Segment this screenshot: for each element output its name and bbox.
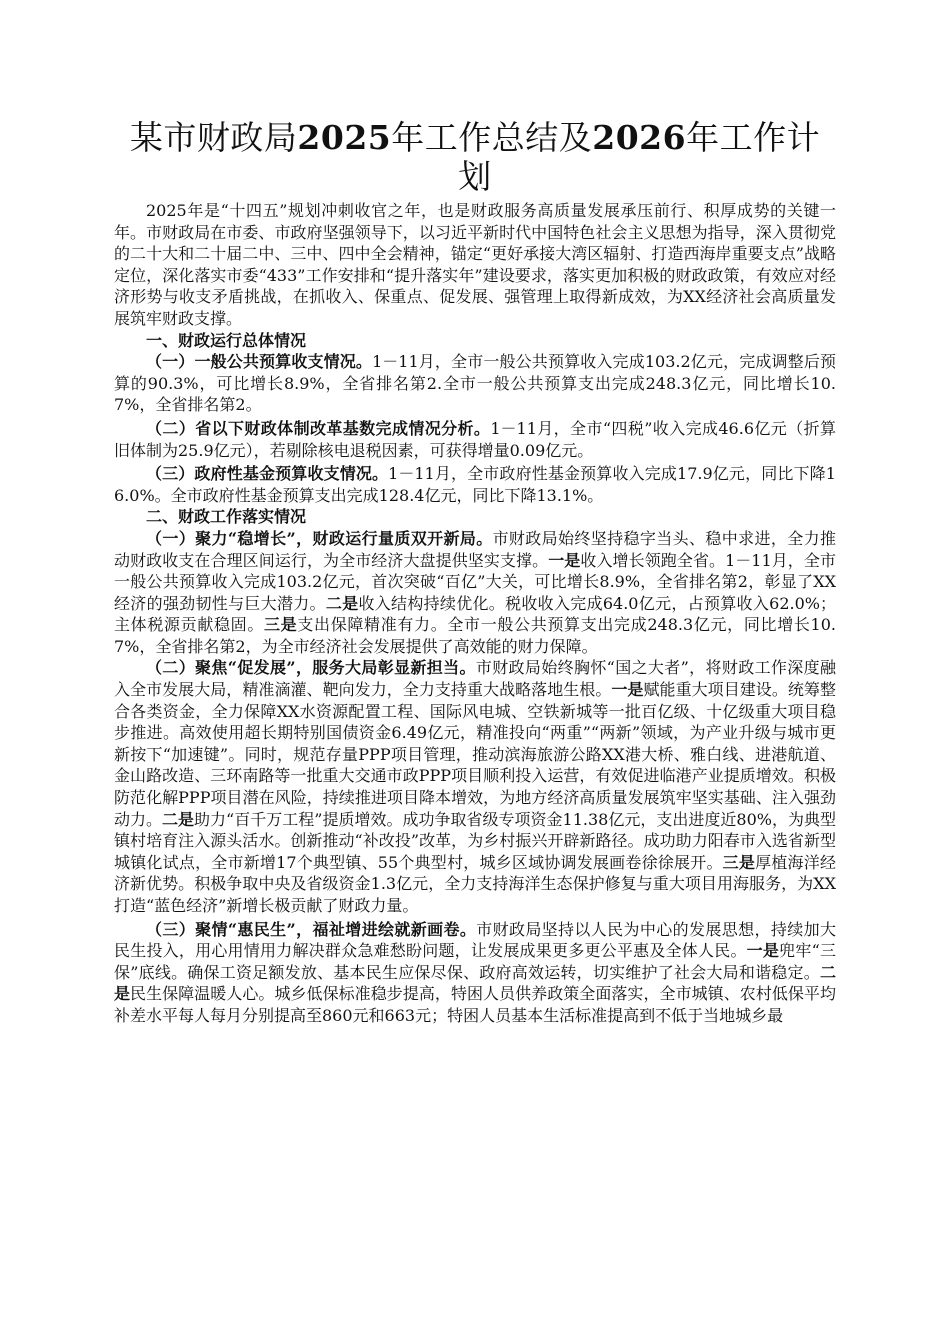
item-lead: （二）聚焦“促发展”，服务大局彰显新担当。 [146, 658, 476, 678]
title-text: 年工作计划 [458, 118, 821, 196]
section2-paragraph-3 [114, 919, 836, 1027]
item-lead: （三）聚情“惠民生”，福祉增进绘就新画卷。 [146, 919, 477, 939]
section1-item-1 [114, 351, 836, 416]
keyword: 二是 [162, 809, 195, 829]
item-text: 收入结构持续优化。税收收入完成64.0亿元，占预算收入62.0%；主体税源贡献稳固。 [114, 593, 836, 635]
item-lead: （三）政府性基金预算收支情况。 [146, 464, 389, 484]
item-text: 1－11月，全市政府性基金预算收入完成17.9亿元，同比下降16.0%。全市政府性基金预算支出完成128.4亿元，同比下降13.1%。 [114, 464, 836, 505]
item-lead: （二）省以下财政体制改革基数完成情况分析。 [146, 418, 491, 438]
keyword: 一是 [611, 680, 644, 700]
title-text: 年工作总结及 [391, 118, 593, 157]
document-page [114, 118, 836, 1027]
item-text: 支出保障精准有力。全市一般公共预算支出完成248.3亿元，同比增长10.7%，全省排名第2，为全市经济社会发展提供了高效能的财力保障。 [114, 615, 836, 656]
section-heading-2: 二、财政工作落实情况 [146, 507, 307, 527]
item-text: 市财政局坚持以人民为中心的发展思想，持续加大民生投入，用心用情用力解决群众急难愁盼问题，让发展成果更多更公平惠及全体人民。 [114, 919, 836, 961]
document-title [114, 118, 836, 196]
item-lead: （一）一般公共预算收支情况。 [146, 352, 373, 372]
title-year-2025: 2025 [297, 118, 392, 157]
intro-paragraph: 2025年是“十四五”规划冲刺收官之年，也是财政服务高质量发展承压前行、积厚成势的关键一年。市财政局在市委、市政府坚强领导下，以习近平新时代中国特色社会主义思想为指导，深入贯彻党的二十大和二十届二中、三中、四中全会精神，锚定“更好承接大湾区辐射、打造西海岸重要支点”战略定位，深化落实市委“433”工作安排和“提升落实年”建设要求，落实更加积极的财政政策，有效应对经济形势与收支矛盾挑战，在抓收入、保重点、促发展、强管理上取得新成效，为XX经济社会高质量发展筑牢财政支撑。 [114, 201, 836, 328]
item-text: 兜牢“三保”底线。确保工资足额发放、基本民生应保尽保、政府高效运转，切实维护了社会大局和谐稳定。 [114, 941, 836, 982]
item-text: 市财政局始终坚持稳字当头、稳中求进，全力推动财政收支在合理区间运行，为全市经济大盘提供坚实支撑。 [114, 528, 836, 570]
section1-item-3 [114, 463, 836, 506]
item-text: 民生保障温暖人心。城乡低保标准稳步提高，特困人员供养政策全面落实，全市城镇、农村低保平均补差水平每人每月分别提高至860元和663元；特困人员基本生活标准提高到不低于当地城乡最 [114, 984, 836, 1025]
title-text: 某市财政局 [129, 118, 298, 157]
item-lead: （一）聚力“稳增长”，财政运行量质双开新局。 [146, 528, 493, 548]
item-text: 收入增长领跑全省。1－11月，全市一般公共预算收入完成103.2亿元，首次突破“百亿”大关，可比增长8.9%，全省排名第2，彰显了XX经济的强劲韧性与巨大潜力。 [114, 550, 836, 613]
keyword: 二是 [325, 593, 359, 613]
title-year-2026: 2026 [592, 118, 687, 157]
keyword: 一是 [548, 550, 581, 570]
section1-item-2 [114, 418, 836, 461]
keyword: 三是 [722, 852, 756, 872]
section2-paragraph-2 [114, 657, 836, 916]
keyword: 一是 [746, 941, 780, 961]
item-text: 助力“百千万工程”提质增效。成功争取省级专项资金11.38亿元，支出进度近80%，为典型镇村培育注入源头活水。创新推动“补改投”改革，为乡村振兴开辟新路径。成功助力阳春市入选省新型城镇化试点，全市新增17个典型镇、55个典型村，城乡区域协调发展画卷徐徐展开。 [114, 809, 836, 872]
item-text: 厚植海洋经济新优势。积极争取中央及省级资金1.3亿元，全力支持海洋生态保护修复与重大项目用海服务，为XX打造“蓝色经济”新增长极贡献了财政力量。 [114, 852, 836, 915]
item-text: 1－11月，全市“四税”收入完成46.6亿元（折算旧体制为25.9亿元），若剔除核电退税因素，可获得增量0.09亿元。 [114, 418, 836, 460]
section2-paragraph-1 [114, 528, 836, 658]
keyword: 三是 [264, 615, 298, 635]
keyword: 二是 [114, 962, 836, 1004]
section-heading-1: 一、财政运行总体情况 [146, 330, 307, 350]
item-text: 市财政局始终胸怀“国之大者”，将财政工作深度融入全市发展大局，精准滴灌、靶向发力，全力支持重大战略落地生根。 [114, 658, 836, 700]
item-text: 赋能重大项目建设。统筹整合各类资金，全力保障XX水资源配置工程、国际风电城、空铁新城等一批百亿级、十亿级重大项目稳步推进。高效使用超长期特别国债资金6.49亿元，精准投向“两重”“两新”领域，为产业升级与城市更新按下“加速键”。同时，规范存量PPP项目管理，推动滨海旅游公路XX港大桥、雅白线、进港航道、金山路改造、三环南路等一批重大交通市政PPP项目顺利投入运营，有效促进临港产业提质增效。积极防范化解PPP项目潜在风险，持续推进项目降本增效，为地方经济高质量发展筑牢坚实基础、注入强劲动力。 [114, 680, 836, 829]
item-text: 1－11月，全市一般公共预算收入完成103.2亿元，完成调整后预算的90.3%，可比增长8.9%，全省排名第2.全市一般公共预算支出完成248.3亿元，同比增长10.7%，全省排名第2。 [114, 352, 836, 415]
